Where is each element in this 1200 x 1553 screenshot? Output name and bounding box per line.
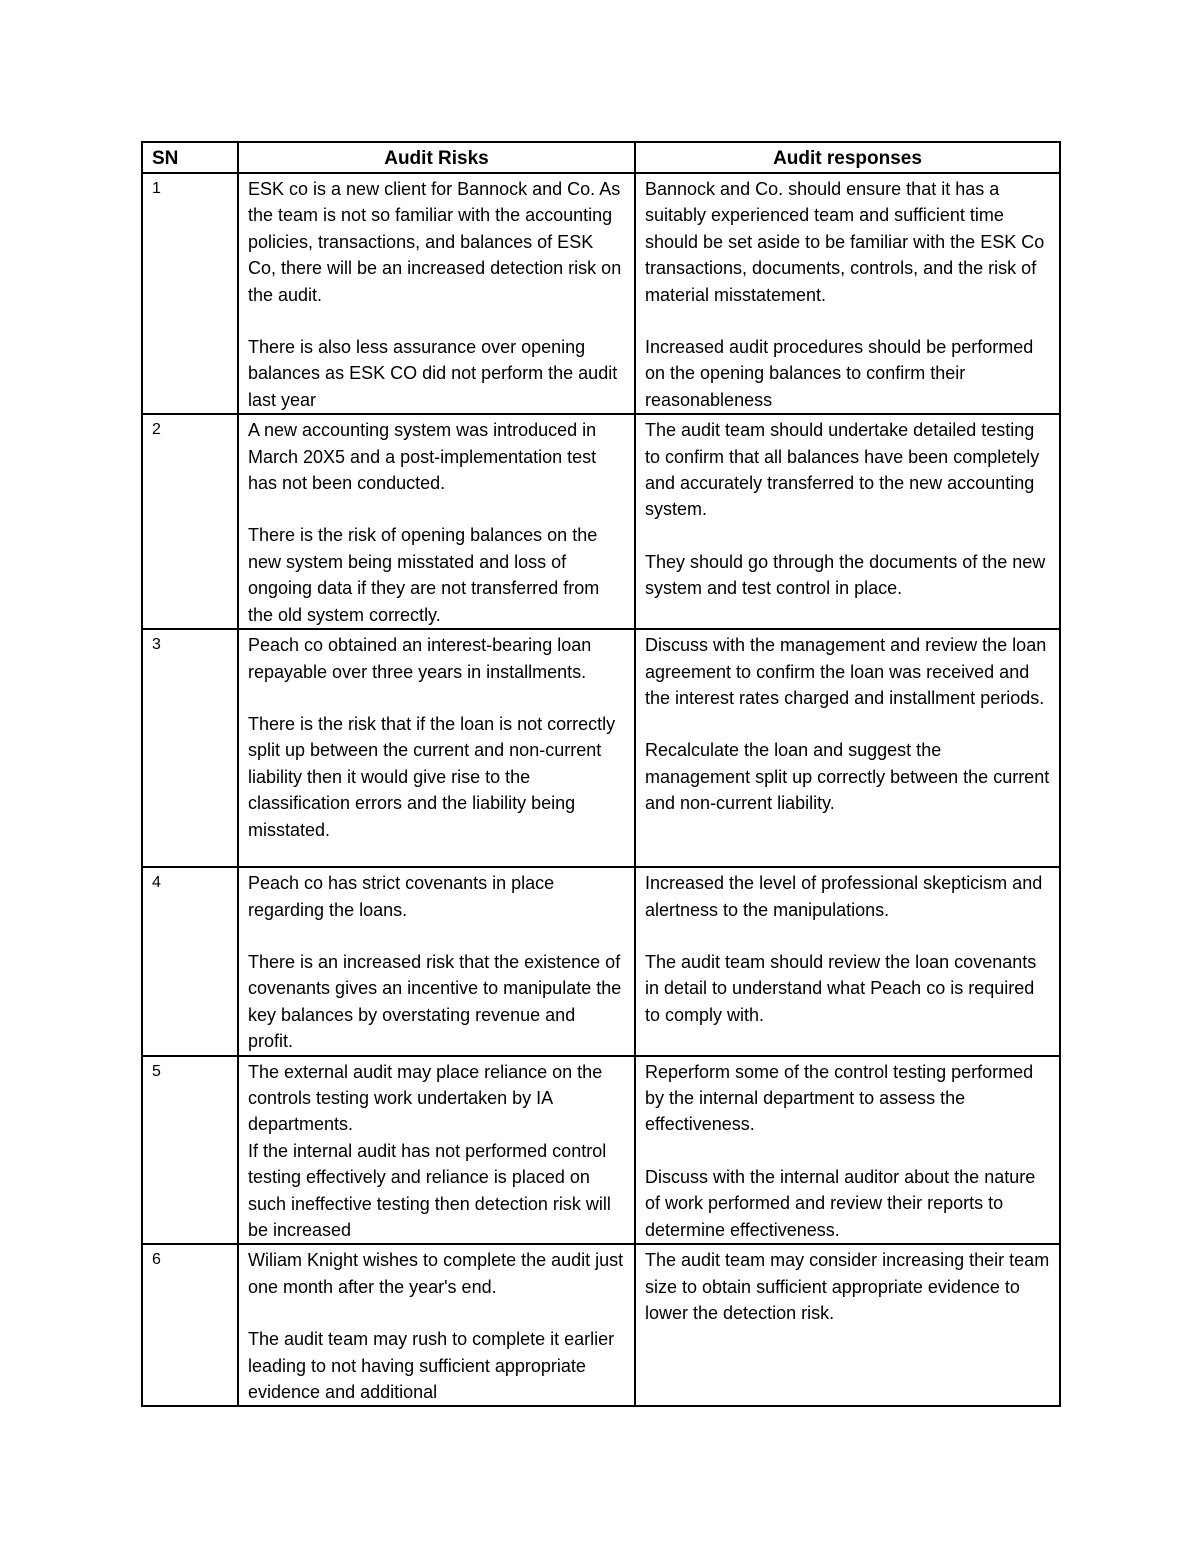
- table-row: [142, 867, 1060, 1055]
- response-paragraph: They should go through the documents of the new system and test control in place.: [645, 551, 1046, 599]
- risk-paragraph: ESK co is a new client for Bannock and Co. As the team is not so familiar with the accounting policies, transactions, and balances of ESK Co, there will be an increased detection risk on the audit.: [248, 179, 622, 305]
- row-number: 2: [142, 414, 238, 629]
- response-paragraph: The audit team may consider increasing their team size to obtain sufficient appropriate evidence to lower the detection risk.: [645, 1250, 1050, 1324]
- table-row: [142, 629, 1060, 867]
- response-paragraph: Recalculate the loan and suggest the management split up correctly between the current and non-current liability.: [645, 740, 1050, 814]
- row-number: 6: [142, 1244, 238, 1406]
- risk-paragraph: A new accounting system was introduced in March 20X5 and a post-implementation test has not been conducted.: [248, 420, 597, 494]
- row-number: 1: [142, 173, 238, 414]
- audit-response-cell: [635, 414, 1060, 629]
- response-paragraph: The audit team should undertake detailed testing to confirm that all balances have been completely and accurately transferred to the new accounting system.: [645, 420, 1040, 520]
- table-row: [142, 1244, 1060, 1406]
- response-paragraph: Bannock and Co. should ensure that it has a suitably experienced team and sufficient time should be set aside to be familiar with the ESK Co transactions, documents, controls, and the risk of material misstatement.: [645, 179, 1045, 305]
- row-number: 4: [142, 867, 238, 1055]
- header-sn: SN: [142, 142, 238, 173]
- audit-response-cell: [635, 629, 1060, 867]
- audit-risk-cell: [238, 1056, 635, 1245]
- audit-risk-cell: [238, 173, 635, 414]
- table-row: [142, 414, 1060, 629]
- risk-paragraph: There is also less assurance over opening balances as ESK CO did not perform the audit last year: [248, 337, 618, 410]
- response-paragraph: The audit team should review the loan covenants in detail to understand what Peach co is required to comply with.: [645, 951, 1037, 1025]
- audit-response-cell: [635, 1244, 1060, 1406]
- header-audit-risks: Audit Risks: [238, 142, 635, 173]
- risk-paragraph: There is the risk that if the loan is not correctly split up between the current and non-current liability then it would give rise to the classification errors and the liability being misstated.: [248, 713, 616, 840]
- audit-risk-cell: [238, 629, 635, 867]
- risk-paragraph: There is the risk of opening balances on the new system being misstated and loss of ongoing data if they are not transferred from the old system correctly.: [248, 525, 600, 625]
- audit-response-cell: [635, 173, 1060, 414]
- response-paragraph: Discuss with the internal auditor about the nature of work performed and review their reports to determine effectiveness.: [645, 1166, 1036, 1240]
- response-paragraph: Discuss with the management and review the loan agreement to confirm the loan was received and the interest rates charged and installment periods.: [645, 635, 1047, 708]
- audit-risk-table: [141, 141, 1061, 1407]
- risk-paragraph: Wiliam Knight wishes to complete the audit just one month after the year's end.: [248, 1250, 624, 1297]
- table-row: [142, 1056, 1060, 1245]
- audit-risk-cell: [238, 1244, 635, 1406]
- risk-paragraph: There is an increased risk that the existence of covenants gives an incentive to manipulate the key balances by overstating revenue and profit.: [248, 951, 622, 1052]
- response-paragraph: Increased the level of professional skepticism and alertness to the manipulations.: [645, 873, 1043, 920]
- risk-paragraph: Peach co has strict covenants in place regarding the loans.: [248, 873, 555, 920]
- audit-response-cell: [635, 867, 1060, 1055]
- row-number: 5: [142, 1056, 238, 1245]
- response-paragraph: Reperform some of the control testing performed by the internal department to assess the effectiveness.: [645, 1061, 1034, 1135]
- header-audit-responses: Audit responses: [635, 142, 1060, 173]
- table-header-row: [142, 142, 1060, 173]
- risk-paragraph: The external audit may place reliance on the controls testing work undertaken by IA departments.: [248, 1061, 603, 1135]
- row-number: 3: [142, 629, 238, 867]
- response-paragraph: Increased audit procedures should be performed on the opening balances to confirm their reasonableness: [645, 337, 1034, 410]
- table-row: [142, 173, 1060, 414]
- risk-paragraph: The audit team may rush to complete it earlier leading to not having sufficient appropriate evidence and additional: [248, 1329, 615, 1402]
- risk-paragraph: Peach co obtained an interest-bearing loan repayable over three years in installments.: [248, 635, 592, 682]
- risk-paragraph: If the internal audit has not performed control testing effectively and reliance is placed on such ineffective testing then detection risk will be increased: [248, 1140, 611, 1240]
- audit-response-cell: [635, 1056, 1060, 1245]
- audit-risk-cell: [238, 867, 635, 1055]
- audit-risk-cell: [238, 414, 635, 629]
